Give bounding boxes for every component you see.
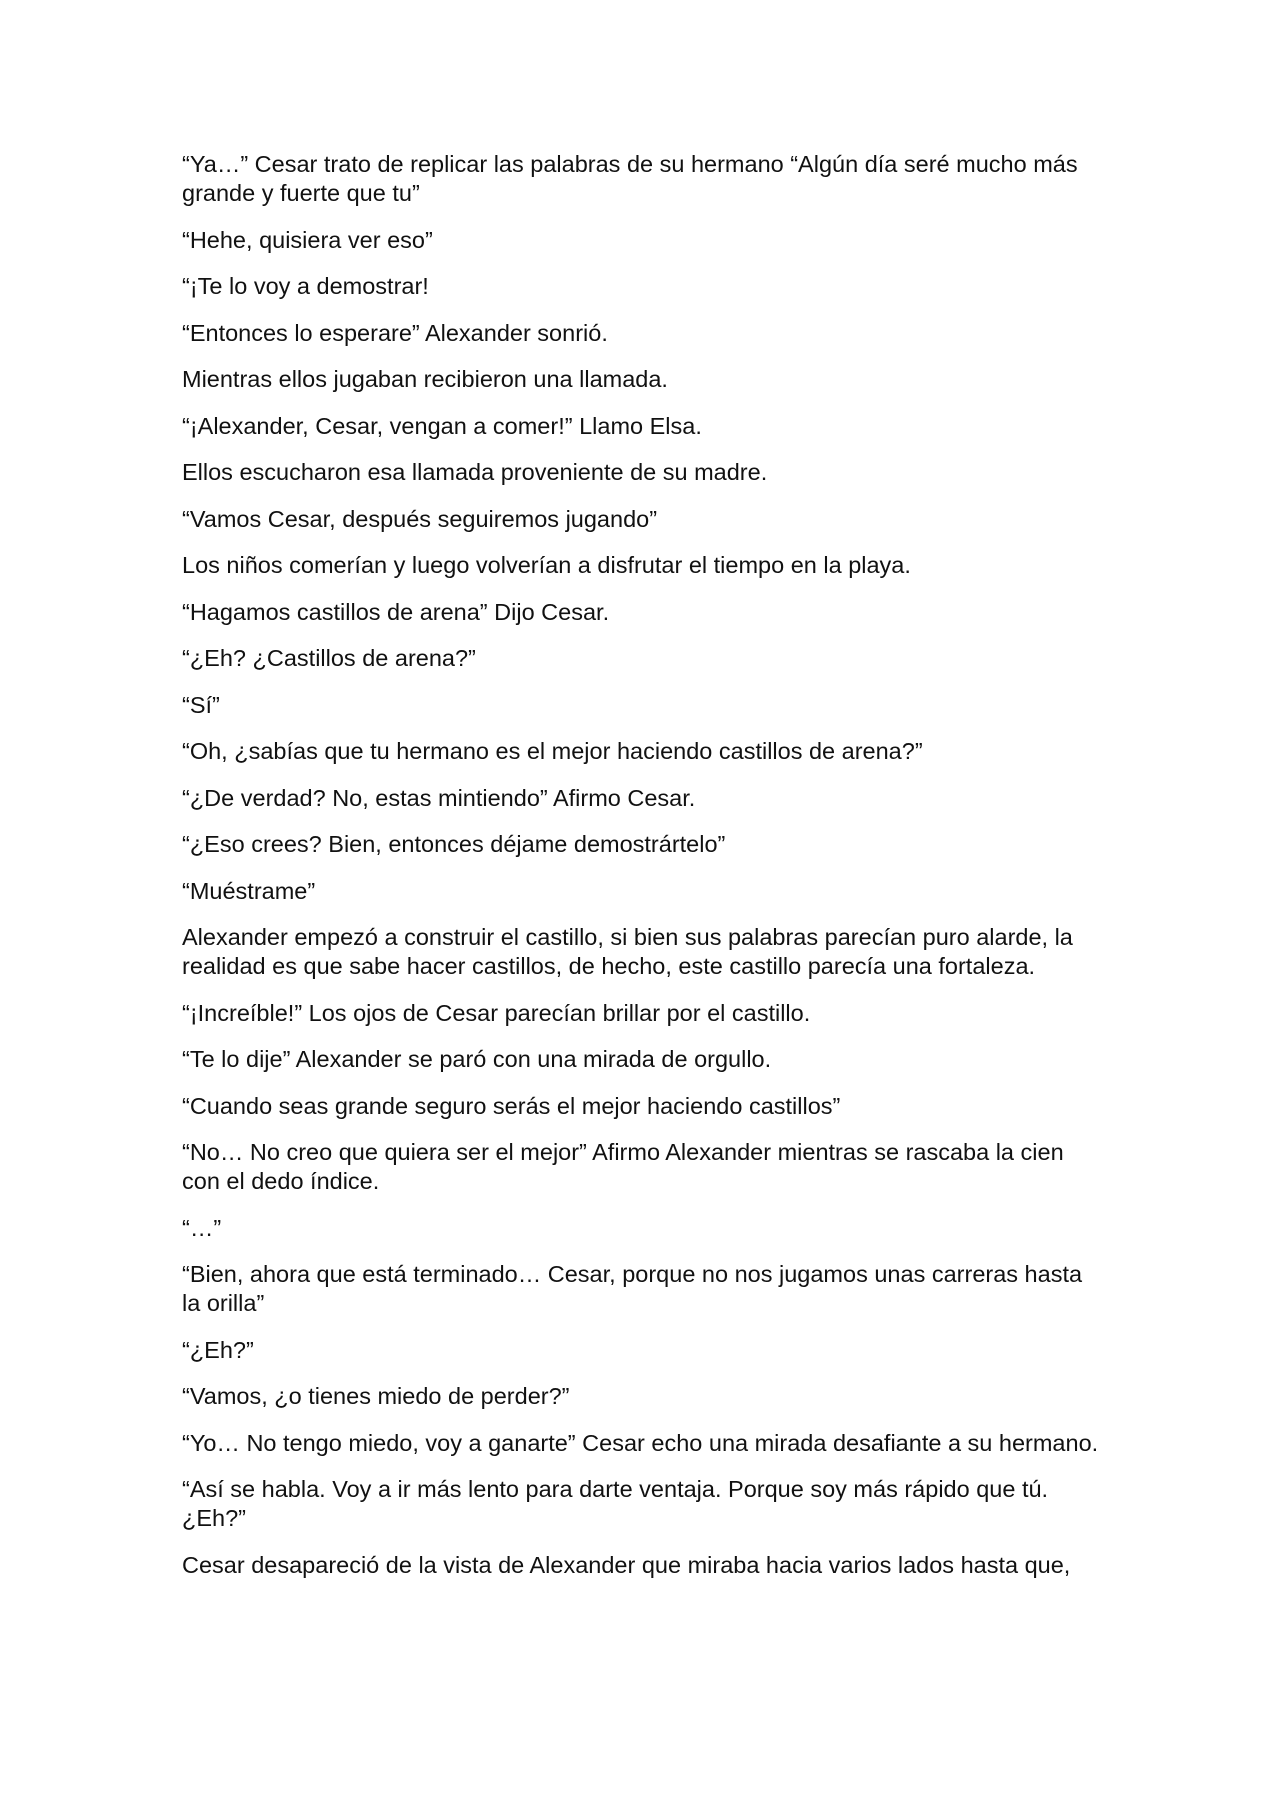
paragraph: “Te lo dije” Alexander se paró con una mirada de orgullo.: [182, 1046, 772, 1072]
paragraph: “Vamos, ¿o tienes miedo de perder?”: [182, 1383, 570, 1409]
paragraph: “No… No creo que quiera ser el mejor” Afirmo Alexander mientras se rascaba la cien con el dedo índice.: [182, 1139, 1064, 1194]
paragraph: Ellos escucharon esa llamada proveniente de su madre.: [182, 459, 768, 485]
paragraph: Cesar desapareció de la vista de Alexander que miraba hacia varios lados hasta que,: [182, 1551, 1071, 1578]
paragraph: “Muéstrame”: [182, 877, 316, 904]
paragraph: “¿Eso crees? Bien, entonces déjame demostrártelo”: [182, 831, 726, 857]
paragraph: “¡Increíble!” Los ojos de Cesar parecían brillar por el castillo.: [182, 999, 811, 1026]
paragraph: “Oh, ¿sabías que tu hermano es el mejor haciendo castillos de arena?”: [182, 738, 923, 764]
paragraph: “Vamos Cesar, después seguiremos jugando”: [182, 505, 658, 532]
paragraph: “Sí”: [182, 691, 220, 718]
paragraph: “Así se habla. Voy a ir más lento para darte ventaja. Porque soy más rápido que tú. ¿Eh?”: [182, 1476, 1049, 1531]
paragraph: Alexander empezó a construir el castillo, si bien sus palabras parecían puro alarde, la realidad es que sabe hacer castillos, de hecho, este castillo parecía una fortaleza.: [182, 924, 1073, 979]
paragraph: “Hehe, quisiera ver eso”: [182, 226, 433, 253]
document-body: [182, 150, 1102, 1597]
paragraph: “¿Eh? ¿Castillos de arena?”: [182, 645, 476, 671]
paragraph: “Ya…” Cesar trato de replicar las palabras de su hermano “Algún día seré mucho más grande y fuerte que tu”: [182, 151, 1078, 206]
paragraph: “Cuando seas grande seguro serás el mejor haciendo castillos”: [182, 1092, 841, 1119]
paragraph: “¿Eh?”: [182, 1336, 254, 1363]
paragraph: “Hagamos castillos de arena” Dijo Cesar.: [182, 598, 610, 625]
paragraph: Mientras ellos jugaban recibieron una llamada.: [182, 366, 668, 392]
paragraph: “Bien, ahora que está terminado… Cesar, porque no nos jugamos unas carreras hasta la orilla”: [182, 1261, 1083, 1316]
paragraph: “…”: [182, 1214, 222, 1241]
paragraph: “Yo… No tengo miedo, voy a ganarte” Cesar echo una mirada desafiante a su hermano.: [182, 1429, 1099, 1456]
paragraph: Los niños comerían y luego volverían a disfrutar el tiempo en la playa.: [182, 552, 911, 578]
paragraph: “Entonces lo esperare” Alexander sonrió.: [182, 319, 608, 346]
paragraph: “¿De verdad? No, estas mintiendo” Afirmo Cesar.: [182, 784, 696, 811]
paragraph: “¡Alexander, Cesar, vengan a comer!” Llamo Elsa.: [182, 412, 702, 439]
paragraph: “¡Te lo voy a demostrar!: [182, 273, 429, 299]
